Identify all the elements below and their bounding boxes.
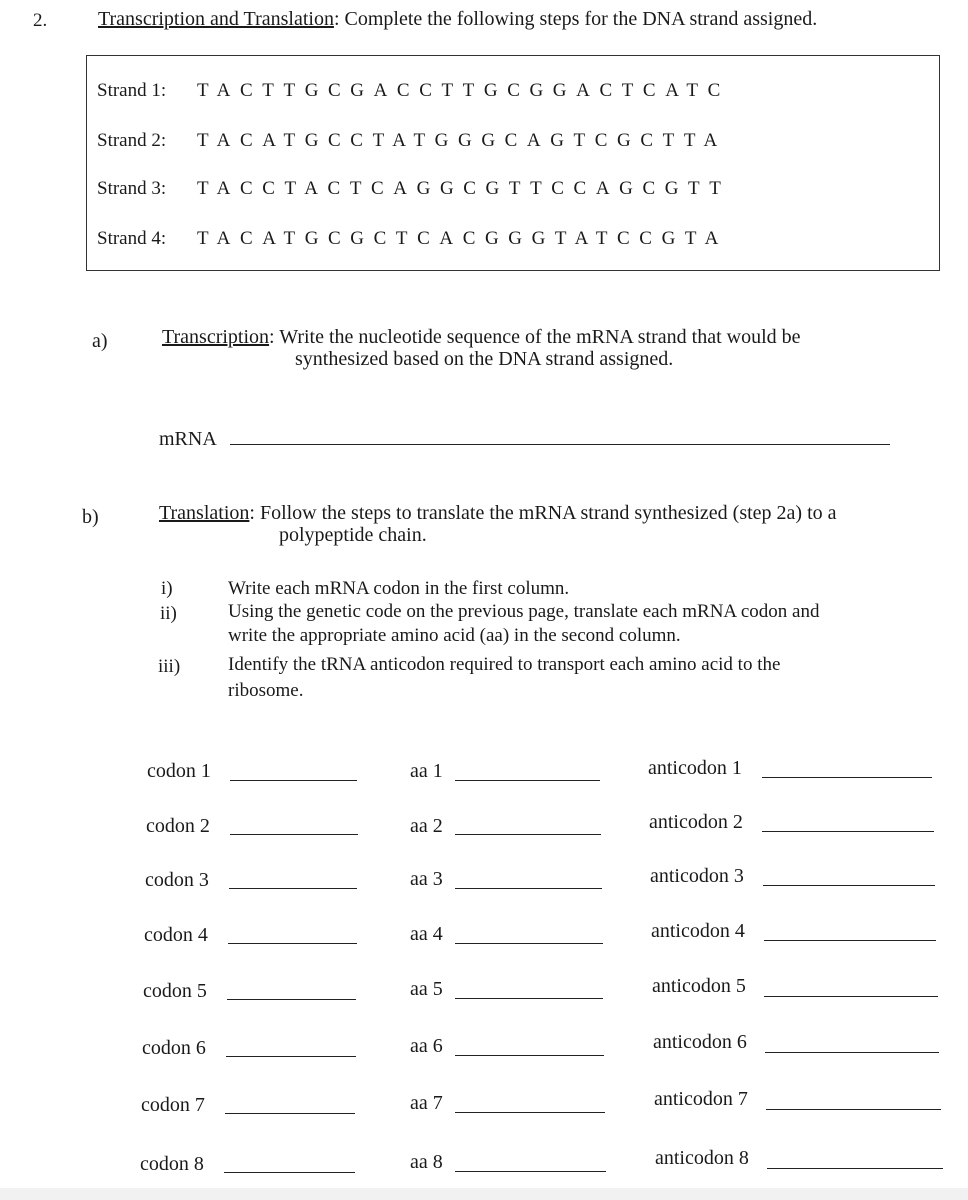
step-text xyxy=(228,600,948,648)
step-number: iii) xyxy=(158,656,181,677)
codon-label: codon 5 xyxy=(143,980,207,1002)
codon-answer-line[interactable] xyxy=(225,1113,355,1114)
aa-label: aa 4 xyxy=(410,923,443,945)
part-a-heading-text: : Write the nucleotide sequence of the mRNA strand that would be xyxy=(269,326,801,348)
aa-answer-line[interactable] xyxy=(455,780,600,781)
codon-answer-line[interactable] xyxy=(229,888,357,889)
anticodon-answer-line[interactable] xyxy=(762,777,932,778)
part-a-heading-line2: synthesized based on the DNA strand assigned. xyxy=(295,348,674,370)
question-title-heading: Transcription and Translation xyxy=(98,8,334,30)
anticodon-answer-line[interactable] xyxy=(764,996,938,997)
aa-label: aa 6 xyxy=(410,1035,443,1057)
codon-answer-line[interactable] xyxy=(228,943,357,944)
anticodon-answer-line[interactable] xyxy=(762,831,934,832)
anticodon-answer-line[interactable] xyxy=(767,1168,943,1169)
codon-label: codon 8 xyxy=(140,1153,204,1175)
anticodon-label: anticodon 4 xyxy=(651,920,745,942)
step-text-line: Write each mRNA codon in the first column. xyxy=(228,578,570,599)
mrna-label: mRNA xyxy=(159,428,217,450)
dna-strand-box xyxy=(86,55,940,271)
aa-answer-line[interactable] xyxy=(455,943,603,944)
step-number: ii) xyxy=(160,603,177,624)
anticodon-label: anticodon 1 xyxy=(648,757,742,779)
strand-label: Strand 3: xyxy=(97,178,167,199)
strand-label: Strand 2: xyxy=(97,130,167,151)
aa-label: aa 2 xyxy=(410,815,443,837)
anticodon-label: anticodon 7 xyxy=(654,1088,748,1110)
anticodon-label: anticodon 6 xyxy=(653,1031,747,1053)
anticodon-answer-line[interactable] xyxy=(764,940,936,941)
part-b-heading xyxy=(159,502,949,546)
strand-sequence: TACTTGCGACCTTGCGGACTCATC xyxy=(197,80,730,101)
part-b-letter: b) xyxy=(82,506,99,528)
aa-answer-line[interactable] xyxy=(455,1055,604,1056)
strand-row xyxy=(97,178,730,200)
aa-answer-line[interactable] xyxy=(455,998,603,999)
strand-label: Strand 1: xyxy=(97,80,167,101)
codon-answer-line[interactable] xyxy=(227,999,356,1000)
part-b-heading-text: : Follow the steps to translate the mRNA strand synthesized (step 2a) to a xyxy=(249,502,837,524)
strand-sequence: TACCTACTCAGGCGTTCCAGCGTT xyxy=(197,178,731,199)
codon-answer-line[interactable] xyxy=(226,1056,356,1057)
codon-label: codon 1 xyxy=(147,760,211,782)
anticodon-label: anticodon 3 xyxy=(650,865,744,887)
part-b-heading-line2: polypeptide chain. xyxy=(279,524,427,546)
aa-label: aa 3 xyxy=(410,868,443,890)
step-text xyxy=(228,576,948,601)
aa-label: aa 5 xyxy=(410,978,443,1000)
question-title xyxy=(98,8,817,31)
codon-answer-line[interactable] xyxy=(230,834,358,835)
mrna-answer-line[interactable] xyxy=(230,444,890,445)
strand-row xyxy=(97,130,727,152)
codon-answer-line[interactable] xyxy=(230,780,357,781)
aa-answer-line[interactable] xyxy=(455,834,601,835)
aa-answer-line[interactable] xyxy=(455,888,602,889)
strand-sequence: TACATGCGCTCACGGGTATCCGTA xyxy=(197,228,728,249)
question-title-instructions: : Complete the following steps for the DNA strand assigned. xyxy=(333,8,818,30)
part-a-heading xyxy=(162,326,922,370)
codon-answer-line[interactable] xyxy=(224,1172,355,1173)
step-text-line: ribosome. xyxy=(228,680,304,701)
strand-sequence: TACATGCCTATGGGCAGTCGCTTA xyxy=(197,130,727,151)
part-a-letter: a) xyxy=(92,330,108,352)
part-b-heading-title: Translation xyxy=(159,502,250,524)
aa-label: aa 7 xyxy=(410,1092,443,1114)
aa-answer-line[interactable] xyxy=(455,1112,605,1113)
step-text xyxy=(228,652,948,704)
aa-answer-line[interactable] xyxy=(455,1171,606,1172)
anticodon-label: anticodon 2 xyxy=(649,811,743,833)
codon-label: codon 3 xyxy=(145,869,209,891)
aa-label: aa 8 xyxy=(410,1151,443,1173)
anticodon-label: anticodon 8 xyxy=(655,1147,749,1169)
anticodon-answer-line[interactable] xyxy=(765,1052,939,1053)
step-number: i) xyxy=(161,578,173,599)
anticodon-label: anticodon 5 xyxy=(652,975,746,997)
part-a-heading-title: Transcription xyxy=(162,326,270,348)
codon-label: codon 7 xyxy=(141,1094,205,1116)
step-text-line: Using the genetic code on the previous page, translate each mRNA codon and xyxy=(228,601,820,622)
step-text-line: Identify the tRNA anticodon required to transport each amino acid to the xyxy=(228,654,781,675)
codon-label: codon 2 xyxy=(146,815,210,837)
anticodon-answer-line[interactable] xyxy=(763,885,935,886)
strand-row xyxy=(97,228,728,250)
page-bottom-edge xyxy=(0,1188,968,1200)
strand-row xyxy=(97,80,730,102)
codon-label: codon 4 xyxy=(144,924,208,946)
strand-label: Strand 4: xyxy=(97,228,167,249)
question-number: 2. xyxy=(33,10,48,31)
aa-label: aa 1 xyxy=(410,760,443,782)
anticodon-answer-line[interactable] xyxy=(766,1109,941,1110)
codon-label: codon 6 xyxy=(142,1037,206,1059)
step-text-line: write the appropriate amino acid (aa) in the second column. xyxy=(228,625,681,646)
